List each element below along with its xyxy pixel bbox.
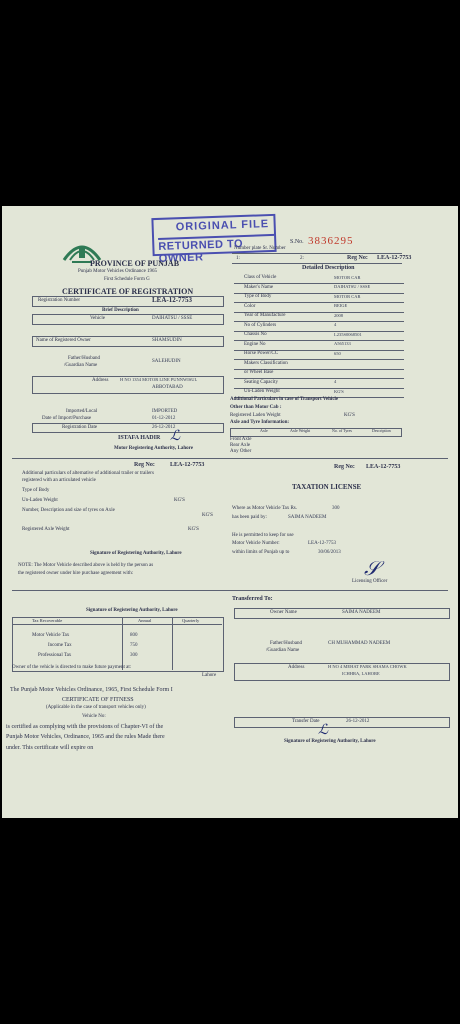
fitness-line-2: (Applicable in the case of transport vehicles only) <box>46 705 146 710</box>
hire-purchase-note-1: NOTE: The Motor Vehicle described above is held by the person as <box>18 563 154 568</box>
tax-reg-label: Reg No: <box>334 464 355 470</box>
signatory-signature: ℒ <box>170 428 181 444</box>
taxation-title: TAXATION LICENSE <box>292 483 362 491</box>
laden-weight-value: KG'S <box>344 413 355 418</box>
transfer-date-value: 26-12-2012 <box>346 719 370 724</box>
axle-col-tyres: No. of Tyres <box>332 428 352 433</box>
detail-value: A565133 <box>334 341 351 346</box>
purchase-label: Date of Import/Purchase <box>42 416 92 421</box>
axle-col-axle: Axle <box>260 428 268 433</box>
transport-other: Other than Motor Cab : <box>230 405 282 410</box>
transfer-date-label: Transfer Date <box>292 719 320 724</box>
transfer-date-box <box>234 717 450 728</box>
detail-row-divider <box>234 302 404 303</box>
registration-certificate <box>2 206 458 818</box>
reg-date-box <box>32 423 224 433</box>
number-plate-label: Number plate Sr. Number <box>234 246 286 251</box>
tax-row-label: Professional Tax <box>38 653 72 658</box>
hire-purchase-note-2: the registered owner under hire purchase agreement with: <box>18 571 134 576</box>
axle-col-weight: Axle Weight <box>290 428 311 433</box>
fitness-line-5: Punjab Motor Vehicles, Ordinance, 1965 and the rules Made there <box>6 734 165 740</box>
number-plate-c1: 1: <box>236 256 240 261</box>
detail-label: Chassis No <box>244 332 267 337</box>
detail-label: Class of Vehicle <box>244 275 277 280</box>
transfer-signature-authority: Signature of Registering Authority, Lahore <box>284 739 376 744</box>
tax-col-quarterly: Quarterly <box>182 618 200 623</box>
imported-value: IMPORTED <box>152 409 178 414</box>
detail-label: Makers Classification <box>244 360 288 366</box>
tax-line-4: Motor Vehicle Number: <box>232 541 280 546</box>
number-plate-c2: 2: <box>300 256 304 261</box>
detail-label: Un-Laden Weight <box>244 389 280 394</box>
front-axle: Front Axle <box>230 437 252 442</box>
unladen-weight: Un-Laden Weight <box>22 498 58 503</box>
serial-number: 3836295 <box>308 235 354 247</box>
fitness-line-6: under. This certificate will expire on <box>6 745 94 751</box>
address-value-1: H NO 1354 MOTOR LINE PUNNWISUL <box>120 377 198 382</box>
tax-row-annual: 800 <box>130 633 138 638</box>
province-title: PROVINCE OF PUNJAB <box>90 259 180 268</box>
licensing-officer: Licensing Officer <box>352 579 388 584</box>
additional-particulars-2: registered with an articulated vehicle <box>22 478 96 483</box>
fitness-line-1: The Punjab Motor Vehicles Ordinance, 1965, First Schedule Form I <box>10 687 173 693</box>
detail-value: 2008 <box>334 312 343 318</box>
detail-value: MOTOR CAR <box>334 274 361 280</box>
transfer-title: Transferred To: <box>232 596 273 602</box>
tax-line-1-value: 300 <box>332 506 340 511</box>
tyres-kgs: KG'S <box>202 513 213 518</box>
tax-row-annual: 750 <box>130 643 138 648</box>
tax-col-annual: Annual <box>138 618 152 623</box>
transfer-address-value-2: ICHHRA, LAHORE <box>342 671 380 676</box>
reg-number-value: LEA-12-7753 <box>152 296 193 304</box>
transfer-owner-value: SAIMA NADEEM <box>342 610 381 615</box>
detail-label: Color <box>244 303 256 309</box>
motor-authority: Motor Registering Authority, Lahore <box>114 446 193 451</box>
reg-date-value: 26-12-2012 <box>152 425 176 430</box>
tax-line-5-value: 30/06/2013 <box>318 550 341 555</box>
form-text: First Schedule Form G <box>104 277 150 282</box>
axle-title: Axle and Tyre Information: <box>230 420 290 425</box>
serial-prefix: S.No. <box>290 239 304 245</box>
detail-label: Seating Capacity <box>244 379 279 385</box>
tax-line-4-value: LEA-12-7753 <box>308 541 337 546</box>
detail-label: Engine No <box>244 341 266 347</box>
unladen-weight-value: KG'S <box>174 498 185 503</box>
fitness-line-3: Vehicle No: <box>82 714 106 719</box>
detail-value: 650 <box>334 350 341 356</box>
left-signature-authority: Signature of Registering Authority, Lahore <box>90 551 182 556</box>
future-payment-city: Lahore <box>202 673 217 678</box>
detail-label: Year of Manufacture <box>244 313 286 318</box>
licensing-officer-signature: 𝒮 <box>364 556 380 580</box>
fitness-title: CERTIFICATE OF FITNESS <box>62 697 134 703</box>
ordinance-text: Punjab Motor Vehicles Ordinance 1965 <box>78 269 158 274</box>
detail-label: Horse Power/CC <box>244 351 279 356</box>
divider <box>232 263 402 264</box>
tax-line-3: He is permitted to keep for use <box>232 533 294 538</box>
laden-weight-label: Registered Laden Weight <box>230 413 281 418</box>
certificate-title: CERTIFICATE OF REGISTRATION <box>62 287 194 296</box>
vehicle-value: DAIHATSU / SSSE <box>152 316 193 321</box>
divider <box>12 590 448 591</box>
owner-name-label: Name of Registered Owner <box>36 338 91 343</box>
detailed-title: Detailed Description <box>302 265 355 271</box>
number-plate-reg-label: Reg No: <box>347 255 368 261</box>
divider <box>12 458 448 459</box>
tax-reg-value: LEA-12-7753 <box>366 464 401 470</box>
tax-table-signature: Signature of Registering Authority, Lahore <box>86 608 178 613</box>
tax-table <box>12 617 224 672</box>
left-reg-value: LEA-12-7753 <box>170 462 205 468</box>
transfer-address-label: Address <box>288 665 305 670</box>
detail-value: KG'S <box>334 388 344 394</box>
tax-row-annual: 300 <box>130 653 138 658</box>
detail-label: Maker's Name <box>244 284 274 290</box>
number-plate-reg-value: LEA-12-7753 <box>377 255 412 261</box>
type-of-body: Type of Body <box>22 488 50 493</box>
left-reg-label: Reg No: <box>134 462 155 468</box>
transfer-signature: ℒ <box>318 722 329 738</box>
brief-description: Brief Description <box>102 308 139 313</box>
detail-label: Type of Body <box>244 294 272 299</box>
transfer-guardian-label: /Guardian Name <box>266 648 300 653</box>
detail-value: MOTOR CAR <box>334 293 361 299</box>
detail-value: BEIGE <box>334 303 348 308</box>
transfer-address-value-1: H NO 4 MEHAT PARK SHAMA CHOWK <box>328 664 407 669</box>
tax-line-2-value: SAIMA NADEEM <box>288 515 327 520</box>
address-label: Address <box>92 378 109 383</box>
divider <box>12 624 222 625</box>
detail-value: DAIHATSU / SSSE <box>334 284 371 289</box>
axle-col-description: Description <box>372 428 391 433</box>
reg-number-label: Registration Number <box>38 298 81 303</box>
registered-axle-weight: Registered Axle Weight <box>22 527 70 532</box>
tax-row-label: Motor Vehicle Tax <box>32 633 70 638</box>
vehicle-box <box>32 314 224 325</box>
address-value-2: ABBOTABAD <box>152 385 183 390</box>
rear-axle: Rear Axle <box>230 443 251 448</box>
divider <box>232 253 402 254</box>
detail-value: 4 <box>334 379 337 384</box>
tax-line-2: has been paid by: <box>232 515 267 520</box>
stamp-line-2: RETURNED TO OWNER <box>158 234 275 265</box>
transfer-father-value: CH MUHAMMAD NADEEM <box>328 641 391 646</box>
imported-label: Imported/Local <box>66 409 98 414</box>
tyres-description: Number, Description and size of tyres on Axle <box>22 508 115 513</box>
registered-axle-value: KG'S <box>188 527 199 532</box>
detail-value: 4 <box>334 322 337 327</box>
signatory-name: ISTAFA HADIR <box>118 435 161 441</box>
transfer-father-label: Father/Husband <box>270 641 302 646</box>
divider <box>172 617 173 670</box>
transfer-owner-label: Owner Name <box>270 610 297 615</box>
father-label: Father/Husband <box>68 356 100 361</box>
any-other-axle: Any Other <box>230 449 252 454</box>
additional-particulars-1: Additional particulars of alternative of additional trailer or trailers <box>22 471 154 476</box>
purchase-value: 01-12-2012 <box>152 416 176 421</box>
tax-line-5: within limits of Punjab up to <box>232 550 290 555</box>
owner-name-value: SHAMSUDIN <box>152 338 182 343</box>
divider <box>122 617 123 670</box>
stamp-line-1: ORIGINAL FILE <box>175 218 270 234</box>
reg-date-label: Registration Date <box>62 425 98 430</box>
future-payment: Owner of the vehicle is directed to make future payment at: <box>12 665 132 670</box>
tax-row-label: Income Tax <box>48 643 72 648</box>
detail-value: L235S0068501 <box>334 331 362 337</box>
fitness-line-4: is certified as complying with the provisions of Chapter-VI of the <box>6 724 164 730</box>
vehicle-label: Vehicle <box>90 316 105 321</box>
tax-line-1: Where as Motor Vehicle Tax Rs. <box>232 506 298 511</box>
tax-col-recoverable: Tax Recoverable <box>32 618 63 623</box>
detail-label: or Wheel Base <box>244 370 274 375</box>
detail-label: No of Cylinders <box>244 322 277 328</box>
guardian-label: /Guardian Name <box>64 363 98 368</box>
transport-title: Additional Particulars in case of Transport Vehicle <box>230 397 339 402</box>
father-value: SALEHUDIN <box>152 359 181 364</box>
